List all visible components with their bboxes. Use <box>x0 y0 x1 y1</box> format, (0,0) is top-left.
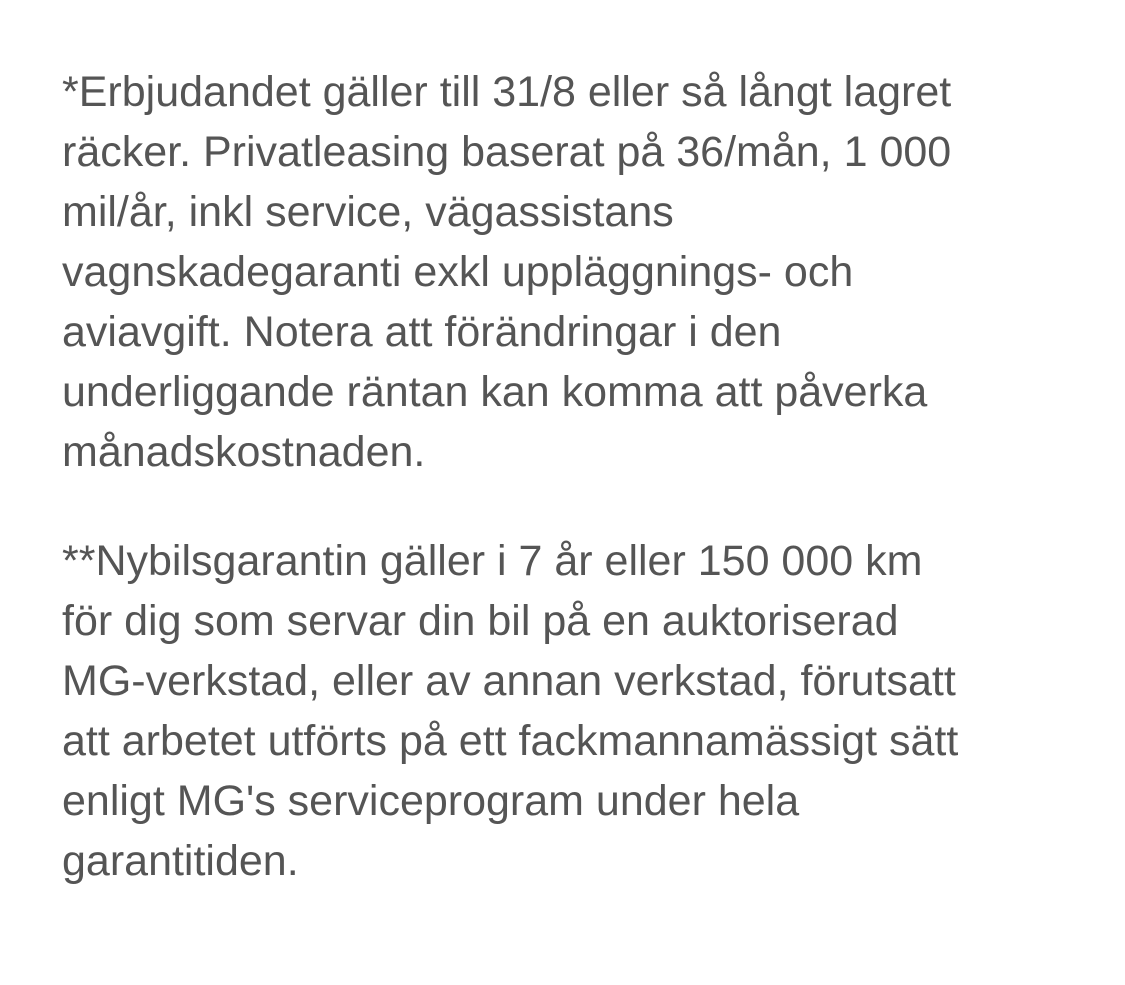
disclaimer-text-block <box>62 62 1072 891</box>
warranty-disclaimer-paragraph: **Nybilsgarantin gäller i 7 år eller 150 000 km för dig som servar din bil på en auktoriserad MG-verkstad, eller av annan verkstad, förutsatt att arbetet utförts på ett fackmannamässigt sätt enligt MG's serviceprogram under hela garantitiden. <box>62 537 959 885</box>
offer-disclaimer-paragraph: *Erbjudandet gäller till 31/8 eller så långt lagret räcker. Privatleasing baserat på 36/mån, 1 000 mil/år, inkl service, vägassistans vagnskadegaranti exkl uppläggnings- och aviavgift. Notera att förändringar i den underliggande räntan kan komma att påverka månadskostnaden. <box>62 68 952 476</box>
